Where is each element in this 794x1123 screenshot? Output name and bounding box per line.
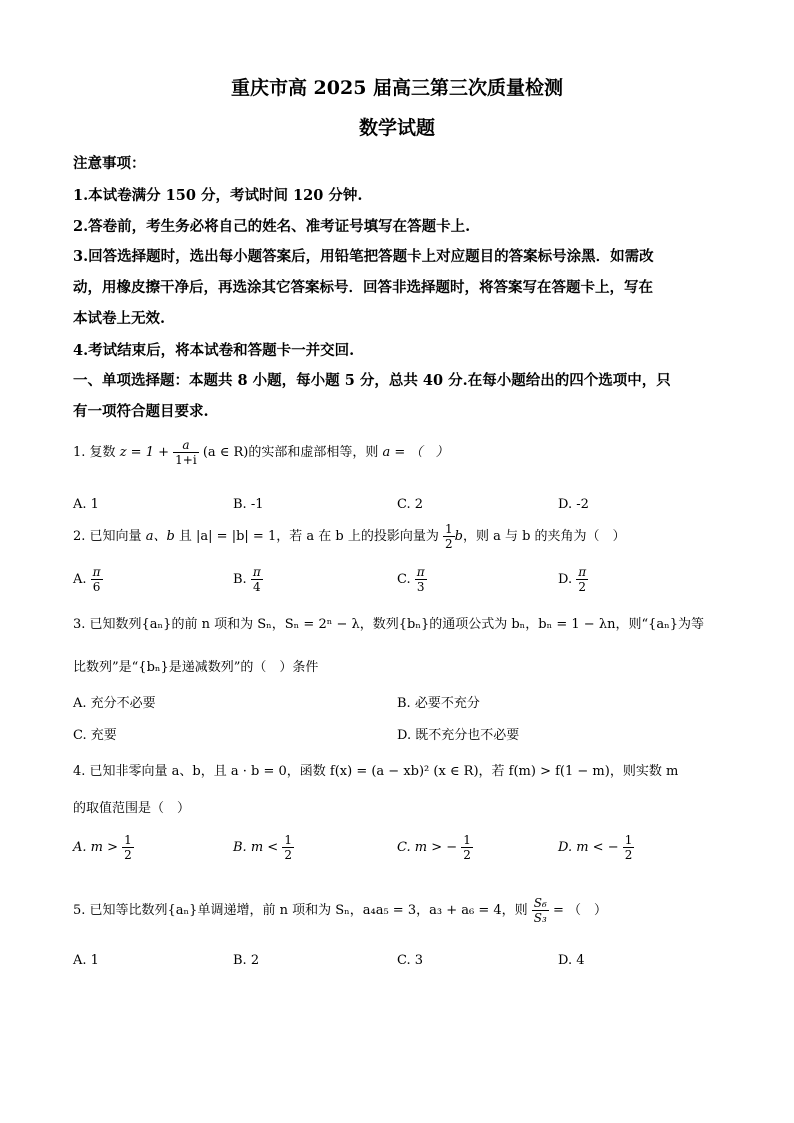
question-5-option-a: A. 1 xyxy=(73,953,99,968)
question-3-option-a: A. 充分不必要 xyxy=(73,696,156,711)
question-1 xyxy=(73,438,448,467)
question-3-option-d: D. 既不充分也不必要 xyxy=(397,728,520,743)
question-2-vector-b: b xyxy=(454,529,463,544)
question-2-option-b-fraction xyxy=(251,565,263,594)
question-5-fraction-den: S₃ xyxy=(533,911,547,925)
notes-heading: 注意事项： xyxy=(73,155,146,172)
question-2-option-d-fraction xyxy=(576,565,588,594)
question-2-fraction xyxy=(443,522,455,551)
question-2-option-d-den: 2 xyxy=(578,580,586,594)
section-heading-line-1: 一、单项选择题：本题共 8 小题，每小题 5 分，总共 40 分.在每小题给出的四个选项中，只 xyxy=(73,372,671,389)
question-3-option-b: B. 必要不充分 xyxy=(397,696,480,711)
question-2-option-b xyxy=(233,565,263,594)
question-4-line-1: 4. 已知非零向量 a、b，且 a · b = 0，函数 f(x) = (a − xb)² (x ∈ R)，若 f(m) > f(1 − m)，则实数 m xyxy=(73,764,679,779)
question-1-z-eq: z = 1 + xyxy=(119,445,169,460)
exam-title: 重庆市高 2025 届高三第三次质量检测 xyxy=(230,77,564,99)
question-2-option-c-den: 3 xyxy=(416,580,425,594)
question-1-option-c: C. 2 xyxy=(397,497,424,512)
question-2-fraction-den: 2 xyxy=(444,537,453,551)
question-2-option-a xyxy=(73,565,103,594)
question-4-option-c-num: 1 xyxy=(463,833,471,847)
question-4-option-c xyxy=(397,833,473,862)
question-5 xyxy=(73,896,607,925)
question-4-option-d-num: 1 xyxy=(624,833,633,847)
question-1-number: 1. 复数 xyxy=(73,445,116,460)
question-2-option-a-label: A. xyxy=(73,572,87,587)
question-4-option-c-fraction xyxy=(461,833,473,862)
question-4-option-a-den: 2 xyxy=(124,848,132,862)
note-item-3-line-2: 动，用橡皮擦干净后，再选涂其它答案标号．回答非选择题时，将答案写在答题卡上，写在 xyxy=(73,279,653,296)
question-1-fraction xyxy=(173,438,199,467)
question-2-option-d-num: π xyxy=(578,565,587,579)
question-1-ask: a = （ ） xyxy=(382,445,449,460)
question-5-fraction-num: S₆ xyxy=(533,896,547,910)
question-2-option-d-label: D. xyxy=(558,572,573,587)
question-2-option-c-num: π xyxy=(416,565,425,579)
question-1-fraction-num: a xyxy=(173,438,199,453)
question-4-option-a-fraction xyxy=(122,833,134,862)
question-5-option-c: C. 3 xyxy=(397,953,424,968)
question-2-option-b-den: 4 xyxy=(252,580,261,594)
question-1-option-a: A. 1 xyxy=(73,497,99,512)
question-1-condition: (a ∈ R) xyxy=(202,445,249,460)
question-2-option-a-num: π xyxy=(92,565,101,579)
question-3-option-c: C. 充要 xyxy=(73,728,117,743)
question-2-vectors: a、b xyxy=(145,529,175,544)
question-2-condition: 且 |a| = |b| = 1，若 a 在 b 上的投影向量为 xyxy=(178,529,439,544)
question-4-option-d-label: D. m < − xyxy=(558,840,619,855)
question-4-option-a-label: A. m > xyxy=(73,840,119,855)
question-2 xyxy=(73,522,626,551)
question-4-option-c-label: C. m > − xyxy=(397,840,458,855)
exam-subtitle: 数学试题 xyxy=(358,117,435,139)
question-4-option-b-den: 2 xyxy=(284,848,292,862)
question-4-option-c-den: 2 xyxy=(463,848,471,862)
question-2-number: 2. 已知向量 xyxy=(73,529,142,544)
question-2-text: ，则 a 与 b 的夹角为（ ） xyxy=(462,529,626,544)
question-4-option-d xyxy=(558,833,634,862)
question-4-option-a xyxy=(73,833,134,862)
question-1-option-d: D. -2 xyxy=(558,497,589,512)
note-item-2: 2.答卷前，考生务必将自己的姓名、准考证号填写在答题卡上. xyxy=(73,218,471,235)
question-4-option-d-den: 2 xyxy=(624,848,633,862)
question-2-option-a-den: 6 xyxy=(92,580,101,594)
question-1-option-b: B. -1 xyxy=(233,497,264,512)
note-item-3-line-1: 3.回答选择题时，选出每小题答案后，用铅笔把答题卡上对应题目的答案标号涂黑．如需改 xyxy=(73,248,654,265)
question-5-option-d: D. 4 xyxy=(558,953,585,968)
question-4-option-b-fraction xyxy=(282,833,294,862)
question-2-fraction-num: 1 xyxy=(444,522,453,536)
question-5-ask: = （ ） xyxy=(552,903,607,918)
question-5-text: 5. 已知等比数列{aₙ}单调递增，前 n 项和为 Sₙ，a₄a₅ = 3，a₃ + a₆ = 4，则 xyxy=(73,903,528,918)
question-5-fraction xyxy=(532,896,549,925)
question-4-line-2: 的取值范围是（ ） xyxy=(73,801,191,816)
question-4-option-b-label: B. m < xyxy=(233,840,279,855)
question-2-option-a-fraction xyxy=(91,565,103,594)
question-2-option-c xyxy=(397,565,427,594)
question-2-option-b-num: π xyxy=(252,565,261,579)
note-item-1: 1.本试卷满分 150 分，考试时间 120 分钟. xyxy=(73,187,363,204)
note-item-3-line-3: 本试卷上无效. xyxy=(73,310,166,327)
question-4-option-a-num: 1 xyxy=(124,833,132,847)
question-2-option-d xyxy=(558,565,588,594)
question-1-text: 的实部和虚部相等，则 xyxy=(248,445,379,460)
question-4-option-d-fraction xyxy=(623,833,635,862)
question-5-option-b: B. 2 xyxy=(233,953,260,968)
question-1-fraction-den: 1+i xyxy=(175,453,197,467)
question-2-option-b-label: B. xyxy=(233,572,247,587)
question-2-option-c-fraction xyxy=(415,565,427,594)
question-3-line-1: 3. 已知数列{aₙ}的前 n 项和为 Sₙ，Sₙ = 2ⁿ − λ，数列{bₙ}的通项公式为 bₙ，bₙ = 1 − λn，则“{aₙ}为等 xyxy=(73,617,705,632)
question-2-option-c-label: C. xyxy=(397,572,411,587)
question-4-option-b xyxy=(233,833,294,862)
question-4-option-b-num: 1 xyxy=(284,833,292,847)
section-heading-line-2: 有一项符合题目要求. xyxy=(73,403,209,420)
note-item-4: 4.考试结束后，将本试卷和答题卡一并交回. xyxy=(73,342,355,359)
question-3-line-2: 比数列”是“{bₙ}是递减数列”的（ ）条件 xyxy=(73,660,319,675)
